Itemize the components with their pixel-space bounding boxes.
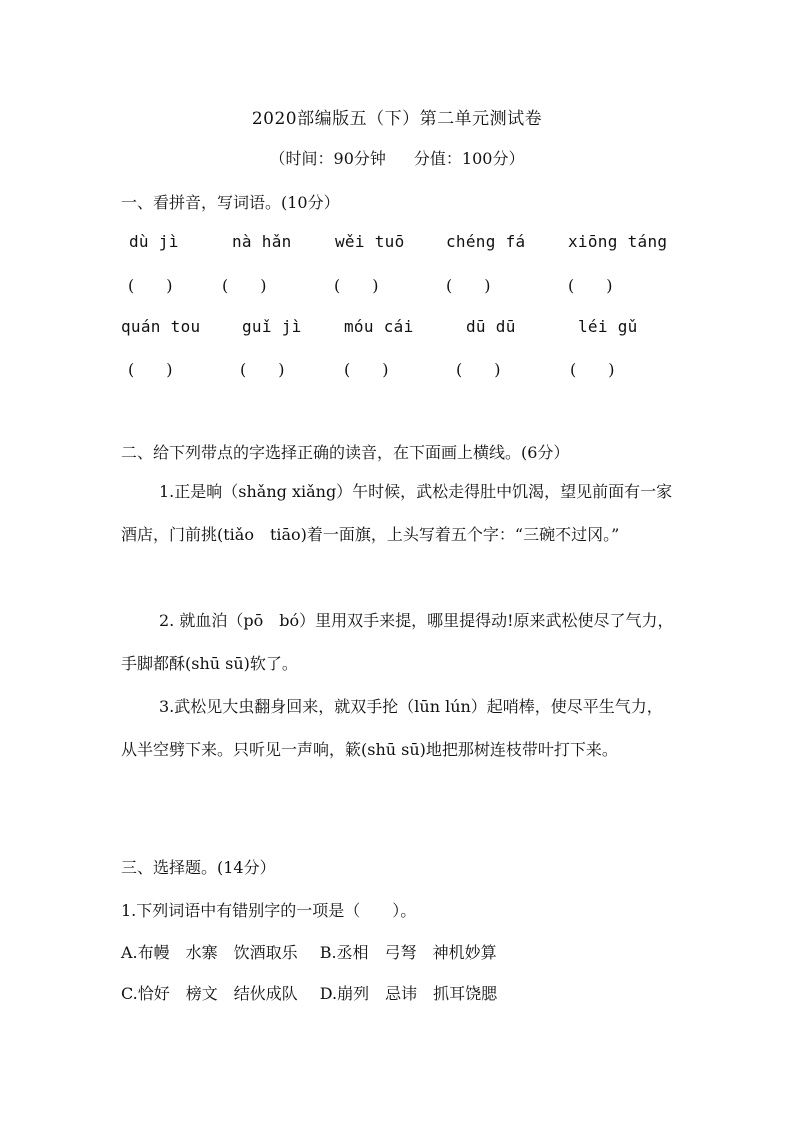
section-2-item-3: 3.武松见大虫翻身回来，就双手抡（lūn lún）起哨棒，使尽平生气力，从半空劈下来。只听见一声响，簌(shū sū)地把那树连枝带叶打下来。: [121, 697, 663, 759]
pinyin-2-2: guǐ jì: [242, 317, 302, 336]
pinyin-1-3: wěi tuō: [335, 232, 405, 251]
pinyin-2-5: léi gǔ: [578, 317, 638, 336]
pinyin-1-4: chéng fá: [446, 232, 526, 251]
blank-1-1[interactable]: ( ): [128, 276, 173, 295]
pinyin-1-1: dù jì: [129, 232, 179, 251]
options-row-1: [121, 940, 497, 963]
exam-subtitle: [0, 146, 794, 169]
blank-2-1[interactable]: ( ): [128, 360, 173, 379]
option-c[interactable]: C.恰好 榜文 结伙成队: [121, 984, 298, 1003]
blank-2-4[interactable]: ( ): [456, 360, 501, 379]
blank-1-3[interactable]: ( ): [334, 276, 379, 295]
pinyin-2-3: móu cái: [344, 317, 414, 336]
section-1-heading: 一、看拼音，写词语。(10分）: [121, 193, 340, 212]
options-row-2: [121, 981, 497, 1004]
blank-2-2[interactable]: ( ): [240, 360, 285, 379]
section-2-heading: 二、给下列带点的字选择正确的读音，在下面画上横线。(6分）: [121, 443, 570, 462]
option-b[interactable]: B.丞相 弓弩 神机妙算: [319, 943, 497, 962]
time-info: （时间：90分钟: [269, 149, 386, 168]
pinyin-1-5: xiōng táng: [568, 232, 668, 251]
blank-1-5[interactable]: ( ): [568, 276, 613, 295]
blank-1-2[interactable]: ( ): [222, 276, 267, 295]
pinyin-2-4: dū dū: [466, 317, 516, 336]
exam-title: 2020部编版五（下）第二单元测试卷: [251, 109, 543, 129]
score-info: 分值：100分）: [413, 149, 525, 168]
section-2-item-2: 2. 就血泊（pō bó）里用双手来提，哪里提得动!原来武松使尽了气力，手脚都酥(shū sū)软了。: [121, 611, 674, 673]
blank-2-3[interactable]: ( ): [344, 360, 389, 379]
question-1: 1.下列词语中有错别字的一项是（ ）。: [121, 901, 417, 920]
option-a[interactable]: A.布幔 水寨 饮酒取乐: [121, 943, 298, 962]
section-3-heading: 三、选择题。(14分）: [121, 858, 276, 877]
pinyin-1-2: nà hǎn: [232, 232, 292, 251]
blank-1-4[interactable]: ( ): [446, 276, 491, 295]
option-d[interactable]: D.崩列 忌讳 抓耳饶腮: [319, 984, 498, 1003]
section-2-item-1: 1.正是晌（shǎng xiǎng）午时候，武松走得肚中饥渴，望见前面有一家酒店，门前挑(tiǎo tiāo)着一面旗，上头写着五个字：“三碗不过冈。”: [121, 482, 673, 544]
pinyin-2-1: quán tou: [121, 317, 201, 336]
blank-2-5[interactable]: ( ): [570, 360, 615, 379]
